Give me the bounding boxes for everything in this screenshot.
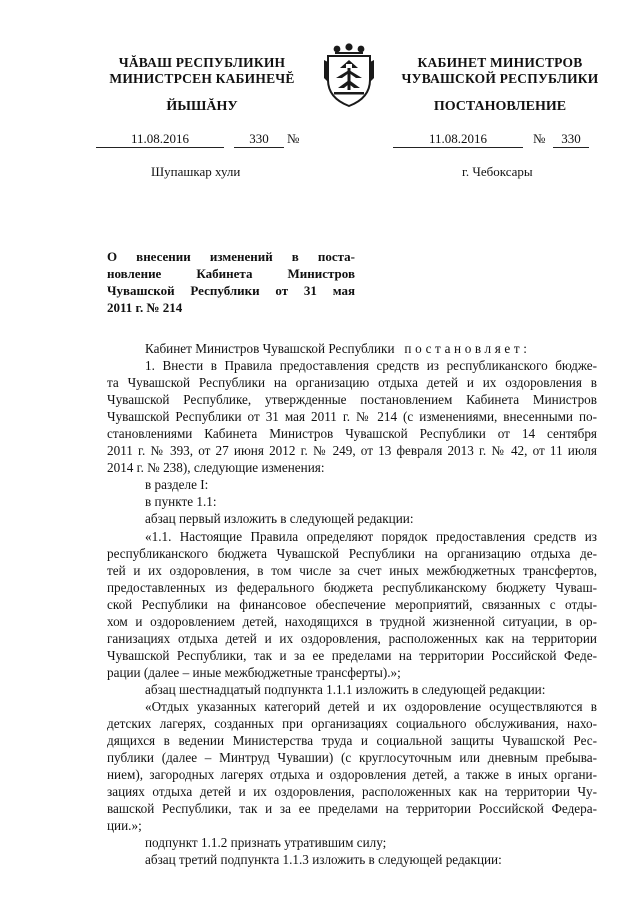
body-line: 1. Внести в Правила предоставления средств из республиканского бюдже- <box>145 358 597 374</box>
body-line: предоставленных из федерального бюджета республиканскому бюджету Чуваш- <box>107 579 597 595</box>
body-line: ганизациях отдыха детей и их оздоровления, расположенных как на территории <box>107 630 597 646</box>
date-number-right <box>393 132 607 150</box>
header-left <box>96 55 308 87</box>
body-line: та Чувашской Республики на организацию отдыха детей и их оздоровления в <box>107 375 597 391</box>
preamble <box>107 340 597 357</box>
body-line: детских лагерях, созданных при организациях социального обслуживания, нахо- <box>107 716 597 732</box>
body-line: Чувашской Республики, так и за ее пределами на территории Российской Феде- <box>107 647 597 663</box>
number-sign-right: № <box>533 131 546 146</box>
number-right: 330 <box>553 131 589 148</box>
body-line: 2011 г. № 393, от 27 июня 2012 г. № 249, от 13 февраля 2013 г. № 42, от 11 июля <box>107 443 597 459</box>
body-line: нием), загородных лагерях отдыха и оздоровления детей, а также в иных органи- <box>107 767 597 783</box>
body-line: подпункт 1.1.2 признать утратившим силу; <box>145 835 387 851</box>
body-line: дящихся в ведении Министерства труда и социальной защиты Чувашской Рес- <box>107 733 597 749</box>
title-line: новление Кабинета Министров <box>107 266 355 281</box>
header-left-line2: МИНИСТРСЕН КАБИНЕЧĔ <box>109 71 295 86</box>
doc-type-left: ЙЫШĂНУ <box>166 99 238 114</box>
date-number-left <box>96 132 321 150</box>
body-line: ской Республики на финансовое обеспечение мероприятий, связанных с отды- <box>107 596 597 612</box>
coat-of-arms-emblem <box>322 42 376 110</box>
body-line: «1.1. Настоящие Правила определяют порядок предоставления средств из <box>145 528 597 544</box>
body-line: рации (далее – иные межбюджетные трансферты).»; <box>107 664 401 680</box>
place-right: г. Чебоксары <box>462 164 533 179</box>
date-left: 11.08.2016 <box>96 131 224 148</box>
preamble-text: Кабинет Министров Чувашской Республики <box>145 341 395 356</box>
number-sign-left: № <box>287 131 300 146</box>
body-line: хом и оздоровлением детей, находящихся в трудной жизненной ситуации, в ор- <box>107 613 597 629</box>
document-body <box>107 340 597 868</box>
body-line: тей и их оздоровления, в том числе за счет иных межбюджетных трансфертов, <box>107 562 597 578</box>
preamble-resolves: постановляет: <box>404 341 531 356</box>
date-right: 11.08.2016 <box>393 131 523 148</box>
body-line: становлениями Кабинета Министров Чувашской Республики от 14 сентября <box>107 426 597 442</box>
body-line: Чувашской Республики от 31 мая 2011 г. № 214 (с изменениями, внесенными по- <box>107 409 597 425</box>
header-right-line2: ЧУВАШСКОЙ РЕСПУБЛИКИ <box>401 71 599 86</box>
body-line: в пункте 1.1: <box>145 494 217 510</box>
body-line: республиканского бюджета Чувашской Республики на организацию отдыха де- <box>107 545 597 561</box>
header-right-line1: КАБИНЕТ МИНИСТРОВ <box>417 55 583 70</box>
header-left-line1: ЧĂВАШ РЕСПУБЛИКИН <box>118 55 286 70</box>
title-line: 2011 г. № 214 <box>107 300 183 315</box>
body-line: зациях отдыха детей и их оздоровления, расположенных как на территории Чу- <box>107 784 597 800</box>
body-line: ции.»; <box>107 818 142 834</box>
title-line: О внесении изменений в поста- <box>107 249 355 264</box>
place-left: Шупашкар хули <box>151 164 241 179</box>
body-line: абзац третий подпункта 1.1.3 изложить в следующей редакции: <box>145 852 502 868</box>
body-line: абзац шестнадцатый подпункта 1.1.1 изложить в следующей редакции: <box>145 681 546 697</box>
header-right <box>393 55 607 87</box>
body-line: Чувашской Республике, утвержденные постановлением Кабинета Министров <box>107 392 597 408</box>
title-line: Чувашской Республики от 31 мая <box>107 283 355 298</box>
document-title <box>107 248 355 316</box>
body-line: 2014 г. № 238), следующие изменения: <box>107 460 325 476</box>
body-line: публики (далее – Минтруд Чувашии) (с круглосуточным или дневным пребыва- <box>107 750 597 766</box>
doc-type-right: ПОСТАНОВЛЕНИЕ <box>433 99 567 114</box>
number-left: 330 <box>234 131 284 148</box>
body-line: в разделе I: <box>145 477 209 493</box>
body-line: абзац первый изложить в следующей редакции: <box>145 511 414 527</box>
body-line: «Отдых указанных категорий детей и их оздоровление осуществляются в <box>145 698 597 714</box>
body-line: вашской Республики, так и за ее пределами на территории Российской Федера- <box>107 801 597 817</box>
